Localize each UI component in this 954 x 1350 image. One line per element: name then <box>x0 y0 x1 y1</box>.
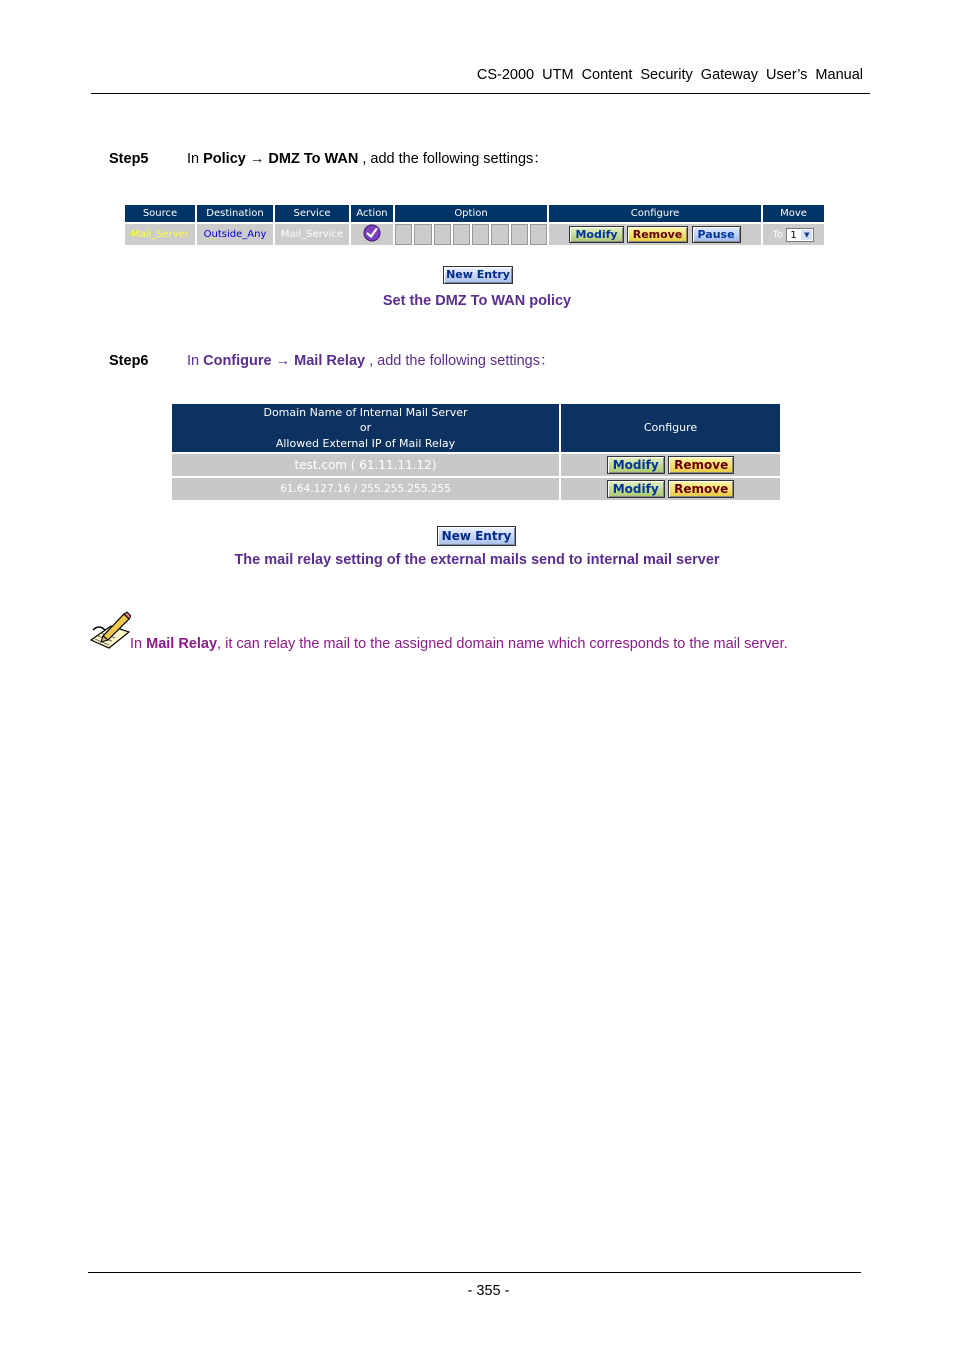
arrow-icon: → <box>275 353 291 369</box>
col-configure: Configure <box>549 205 761 222</box>
footer-divider <box>88 1272 861 1273</box>
table-row <box>172 478 780 500</box>
option-cell <box>395 224 412 245</box>
relay-configure <box>561 478 780 500</box>
step6-pre: In <box>187 353 204 369</box>
col-service: Service <box>275 205 349 222</box>
step5-path-dmz-to-wan: DMZ To WAN <box>268 151 359 167</box>
policy-new-entry-button[interactable]: New Entry <box>443 266 513 284</box>
relay-header-row <box>172 404 780 452</box>
permit-action-icon <box>363 224 381 242</box>
step5-label: Step5 <box>109 151 149 167</box>
step5-pre: In <box>187 151 204 167</box>
dmz-to-wan-policy-table <box>123 203 826 247</box>
step6-instruction <box>109 349 555 370</box>
relay-entry-value: 61.64.127.16 / 255.255.255.255 <box>172 478 559 500</box>
note-pre: In <box>130 636 147 652</box>
option-cell <box>453 224 470 245</box>
modify-button[interactable]: Modify <box>569 226 623 243</box>
option-cell <box>434 224 451 245</box>
table-row <box>172 454 780 476</box>
policy-figure-caption: Set the DMZ To WAN policy <box>382 293 572 309</box>
col-move: Move <box>763 205 824 222</box>
chevron-down-icon: ▼ <box>801 230 812 240</box>
mail-relay-table <box>170 402 782 502</box>
move-position-value: 1 <box>790 229 797 241</box>
policy-service: Mail_Service <box>275 224 349 245</box>
col-destination: Destination <box>197 205 273 222</box>
modify-button[interactable]: Modify <box>607 456 665 474</box>
note-post: , it can relay the mail to the assigned domain name which corresponds to the mail server. <box>217 636 788 652</box>
col-source: Source <box>125 205 195 222</box>
header-divider <box>91 93 870 94</box>
relay-figure-caption: The mail relay setting of the external mails send to internal mail server <box>234 552 720 568</box>
remove-button[interactable]: Remove <box>627 226 689 243</box>
relay-entry-value: test.com ( 61.11.11.12) <box>172 454 559 476</box>
policy-source: Mail_Server <box>125 224 195 245</box>
modify-button[interactable]: Modify <box>607 480 665 498</box>
pause-button[interactable]: Pause <box>692 226 741 243</box>
option-cell <box>491 224 508 245</box>
note-pencil-icon <box>89 610 131 650</box>
header-line: Allowed External IP of Mail Relay <box>275 436 456 450</box>
option-cell <box>414 224 431 245</box>
col-option: Option <box>395 205 547 222</box>
step6-path-configure: Configure <box>203 353 272 369</box>
col-domain-or-ip <box>172 404 559 452</box>
option-cell <box>530 224 547 245</box>
note-bold-term: Mail Relay <box>146 636 218 652</box>
relay-new-entry-button[interactable]: New Entry <box>437 526 516 546</box>
option-cell <box>472 224 489 245</box>
col-configure: Configure <box>561 404 780 452</box>
policy-configure <box>549 224 761 245</box>
policy-move <box>763 224 824 245</box>
step5-path-policy: Policy <box>203 151 246 167</box>
step6-label: Step6 <box>109 353 149 369</box>
remove-button[interactable]: Remove <box>668 480 734 498</box>
mail-relay-note <box>130 636 788 652</box>
move-to-label: To <box>772 229 784 240</box>
move-position-select[interactable] <box>786 228 814 242</box>
arrow-icon: → <box>249 151 265 167</box>
policy-header-row <box>125 205 824 222</box>
option-cell <box>511 224 528 245</box>
manual-title: CS-2000 UTM Content Security Gateway User’s Manual <box>476 67 863 83</box>
remove-button[interactable]: Remove <box>668 456 734 474</box>
page-number: - 355 - <box>467 1283 510 1299</box>
header-line: Domain Name of Internal Mail Server <box>263 405 468 419</box>
col-action: Action <box>351 205 393 222</box>
step5-post: , add the following settings： <box>358 151 548 167</box>
step6-path-mail-relay: Mail Relay <box>294 353 366 369</box>
relay-configure <box>561 454 780 476</box>
step5-instruction <box>109 147 548 168</box>
step6-post: , add the following settings： <box>365 353 555 369</box>
policy-destination: Outside_Any <box>197 224 273 245</box>
header-line: or <box>359 421 372 435</box>
policy-action <box>351 224 393 245</box>
table-row <box>125 224 824 245</box>
